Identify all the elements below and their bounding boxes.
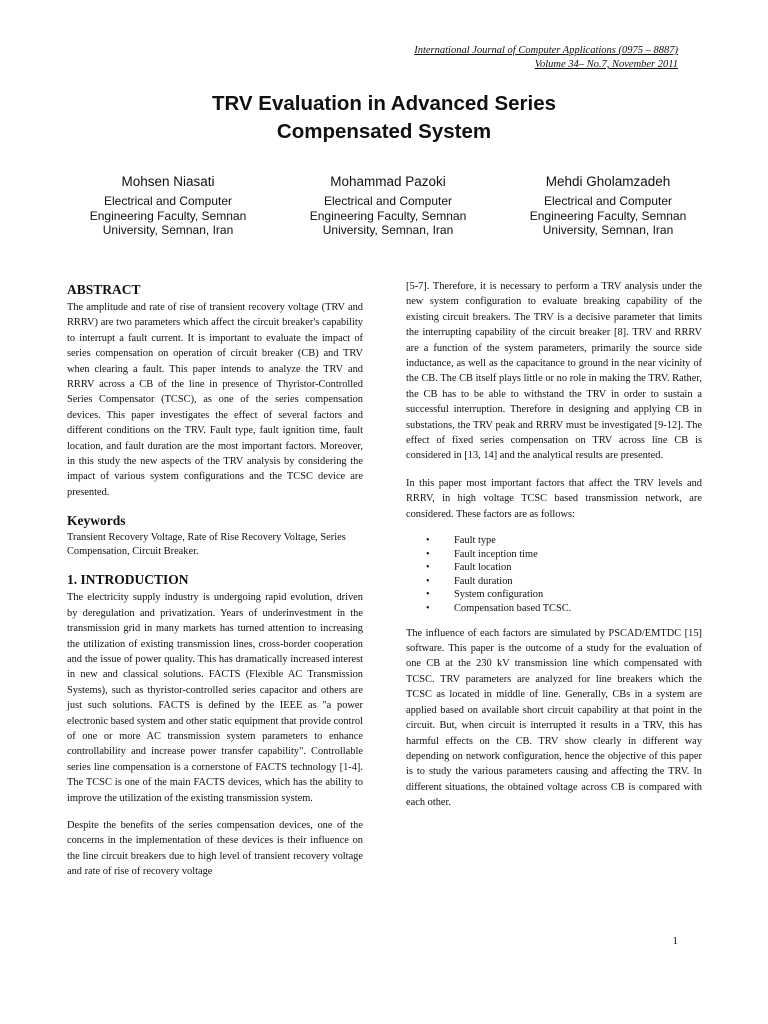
author-name: Mehdi Gholamzadeh xyxy=(545,174,671,189)
author-affiliation: University, Semnan, Iran xyxy=(322,223,454,237)
introduction-paragraph-2: Despite the benefits of the series compensation devices, one of the concerns in the implementation of these devices is their influence on the line circuit breakers due to high level of transient recovery voltage and rate of rise of recovery voltage xyxy=(67,819,363,878)
journal-header xyxy=(414,44,678,72)
author-list xyxy=(68,172,708,238)
author-name: Mohammad Pazoki xyxy=(330,174,446,189)
keywords-heading: Keywords xyxy=(67,513,126,529)
journal-volume: Volume 34– No.7, November 2011 xyxy=(534,59,678,70)
author-affiliation: Electrical and Computer xyxy=(103,194,233,208)
right-paragraph-1: [5-7]. Therefore, it is necessary to perform a TRV analysis under the new system configuration to evaluate breaking capability of the existing circuit breakers. The TRV is a decisive parameter that limits the interrupting capability of the circuit breaker [8]. TRV and RRRV are a function of the system parameters, primarily the source side inductance, as well as the capacitance to ground in the near vicinity of the CB. The CB itself plays little or no role in making the TRV. Rather, the CB has to be able to withstand the TRV in order to sustain a successful interruption. Therefore in designing and applying CB in substations, the TRV peak and RRRV must be investigated [9-12]. The effect of fixed series compensation on TRV across line CB is considered in [13, 14] and the analytical results are presented. xyxy=(406,281,702,462)
author-affiliation: Engineering Faculty, Semnan xyxy=(529,208,687,223)
factor-list xyxy=(406,534,702,616)
list-item: • System configuration xyxy=(406,588,702,602)
abstract-heading: ABSTRACT xyxy=(67,282,141,297)
author-affiliation: Engineering Faculty, Semnan xyxy=(309,208,467,223)
right-paragraph-3: The influence of each factors are simulated by PSCAD/EMTDC [15] software. This paper is the outcome of a study for the evaluation of one CB at the 230 kV transmission line which compensated with TCSC. TRV parameters are analyzed for line breakers which the TCSC as located in middle of line. Generally, CBs in a system are applied based on available short circuit capability at that point in the circuit. But, when circuit is interrupted it results in a TRV, this has harmful effects on the CB. TRV show clearly in different way depending on network configuration, hence the objective of this paper is to study the various parameters causing and affecting the TRV. In different situations, the obtained voltage across CB is compared with each other. xyxy=(406,627,702,809)
page-number: 1 xyxy=(672,935,678,947)
title-line-1: TRV Evaluation in Advanced Series xyxy=(211,92,557,115)
author-affiliation: Engineering Faculty, Semnan xyxy=(89,208,247,223)
author-affiliation: University, Semnan, Iran xyxy=(542,223,674,237)
right-column xyxy=(406,279,702,823)
author-3 xyxy=(508,172,708,238)
introduction-paragraph-1: The electricity supply industry is undergoing rapid evolution, driven by deregulation and privatization. Years of underinvestment in the transmission grid in many markets has turned attention to increasing the utilization of existing transmission lines, cross-border cooperation and the issue of power quality. This has dramatically increased interest in new and classical solutions. FACTS (Flexible AC Transmission Systems), such as thyristor-controlled series capacitor and others are just such solutions. FACTS is defined by the IEEE as "a power electronic based system and other static equipment that provide control of one or more AC transmission system parameters to enhance controllability and increase power transfer capability". Controllable series line compensation is a cornerstone of FACTS technology [1-4]. The TCSC is one of the main FACTS devices, which has the ability to improve the utilization of the existing transmission system. xyxy=(67,592,363,804)
keywords-text: Transient Recovery Voltage, Rate of Rise Recovery Voltage, Series Compensation, Circuit Breaker. xyxy=(67,532,346,558)
left-column xyxy=(67,280,363,892)
paper-title xyxy=(0,90,768,146)
abstract-text: The amplitude and rate of rise of transient recovery voltage (TRV and RRRV) are two parameters which affect the circuit breaker's capability to interrupt a fault current. It is important to evaluate the impact of series compensation on operation of circuit breaker (CB) and TRV when clearing a fault. This paper intends to analyze the TRV and RRRV across a CB of the line in presence of Thyristor-Controlled Series Compensator (TCSC), as one of the series compensation devices. This paper investigates the effect of several factors and different conditions on the TRV. Fault type, fault ignition time, fault location, and fault duration are the most important factors. Moreover, in this study the new aspects of the TRV analysis by considering the impact of various system configurations and the TCSC device are presented. xyxy=(67,302,363,498)
journal-name: International Journal of Computer Applications (0975 – 8887) xyxy=(414,45,678,56)
title-line-2: Compensated System xyxy=(276,120,492,143)
right-paragraph-2: In this paper most important factors that affect the TRV levels and RRRV, in high voltage TCSC based transmission network, are considered. These factors are as follows: xyxy=(406,477,702,520)
list-item: • Fault location xyxy=(406,561,702,575)
introduction-heading: 1. INTRODUCTION xyxy=(67,572,189,588)
author-affiliation: University, Semnan, Iran xyxy=(102,223,234,237)
author-affiliation: Electrical and Computer xyxy=(323,194,453,208)
author-1 xyxy=(68,172,268,238)
author-2 xyxy=(288,172,488,238)
list-item: • Fault duration xyxy=(406,575,702,589)
author-affiliation: Electrical and Computer xyxy=(543,194,673,208)
author-name: Mohsen Niasati xyxy=(121,174,215,189)
list-item: • Compensation based TCSC. xyxy=(406,602,702,616)
list-item: • Fault inception time xyxy=(406,548,702,562)
list-item: • Fault type xyxy=(406,534,702,548)
